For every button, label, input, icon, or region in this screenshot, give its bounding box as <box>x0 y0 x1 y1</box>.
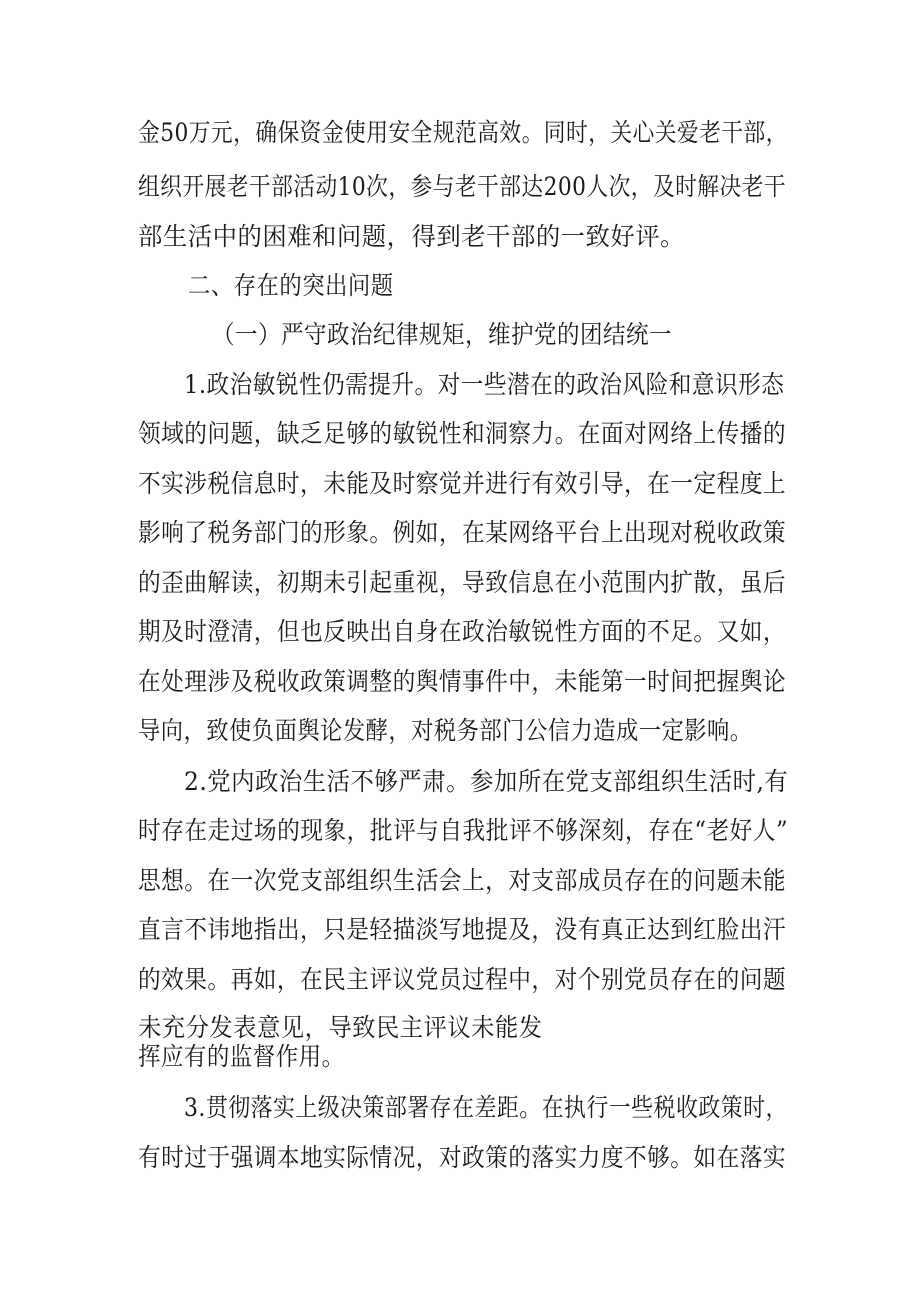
text-line: 不实涉税信息时，未能及时察觉并进行有效引导，在一定程度上 <box>138 469 787 498</box>
text-line: 有时过于强调本地实际情况，对政策的落实力度不够。如在落实 <box>138 1143 787 1172</box>
text-line: 的效果。再如，在民主评议党员过程中，对个别党员存在的问题 <box>138 965 787 994</box>
text-line: 挥应有的监督作用。 <box>138 1042 345 1071</box>
text-line: 期及时澄清，但也反映出自身在政治敏锐性方面的不足。又如， <box>138 617 787 646</box>
text-line: 组织开展老干部活动10次，参与老干部达200人次，及时解决老干 <box>138 172 787 201</box>
text-line: 思想。在一次党支部组织生活会上，对支部成员存在的问题未能 <box>138 866 787 895</box>
text-line: 影响了税务部门的形象。例如，在某网络平台上出现对税收政策 <box>138 518 787 547</box>
text-line: 部生活中的困难和问题，得到老干部的一致好评。 <box>138 222 686 251</box>
section-heading: 二、存在的突出问题 <box>188 271 394 300</box>
text-line: 3.贯彻落实上级决策部署存在差距。在执行一些税收政策时， <box>184 1093 788 1122</box>
text-line: 未充分发表意见，导致民主评议未能发 <box>138 1013 543 1042</box>
text-line: 领域的问题，缺乏足够的敏锐性和洞察力。在面对网络上传播的 <box>138 419 787 448</box>
text-line: 2.党内政治生活不够严肃。参加所在党支部组织生活时,有 <box>184 767 789 796</box>
subsection-heading: （一）严守政治纪律规矩，维护党的团结统一 <box>212 320 673 349</box>
text-line: 时存在走过场的现象，批评与自我批评不够深刻，存在“老好人” <box>138 816 789 845</box>
text-line: 直言不讳地指出，只是轻描淡写地提及，没有真正达到红脸出汗 <box>138 915 787 944</box>
text-line: 导向，致使负面舆论发酵，对税务部门公信力造成一定影响。 <box>138 716 753 745</box>
text-line: 1.政治敏锐性仍需提升。对一些潜在的政治风险和意识形态 <box>184 370 785 399</box>
text-line: 金50万元，确保资金使用安全规范高效。同时，关心关爱老干部， <box>138 118 788 147</box>
text-line: 的歪曲解读，初期未引起重视，导致信息在小范围内扩散，虽后 <box>138 568 787 597</box>
text-line: 在处理涉及税收政策调整的舆情事件中，未能第一时间把握舆论 <box>138 667 787 696</box>
